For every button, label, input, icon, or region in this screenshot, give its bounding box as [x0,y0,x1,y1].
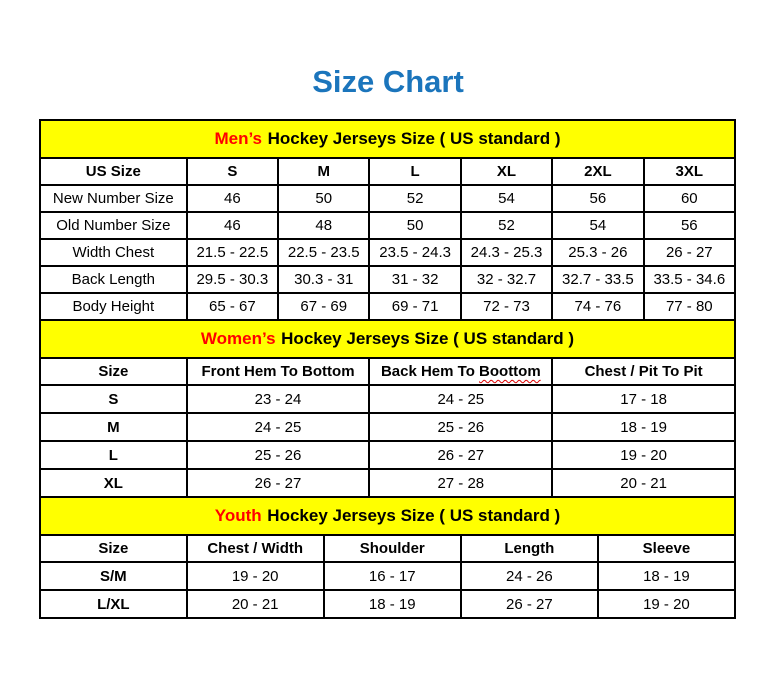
table-row [40,385,735,413]
column-header: L [369,158,460,185]
size-value-cell: 50 [369,212,460,239]
womens-column-header-row [40,358,735,385]
size-value-cell: 25 - 26 [187,441,370,469]
page-title: Size Chart [312,64,464,99]
size-value-cell: 24 - 26 [461,562,598,590]
womens-size-table [39,321,736,498]
size-value-cell: 26 - 27 [187,469,370,497]
size-value-cell: 32 - 32.7 [461,266,552,293]
size-value-cell: 54 [552,212,643,239]
column-header: US Size [40,158,187,185]
column-header: S [187,158,278,185]
size-value-cell: 19 - 20 [552,441,735,469]
row-label: M [40,413,187,441]
size-value-cell: 26 - 27 [369,441,552,469]
mens-size-table [39,119,736,321]
size-chart [39,119,736,619]
column-header: Size [40,535,187,562]
column-header: Size [40,358,187,385]
youth-column-header-row [40,535,735,562]
size-value-cell: 21.5 - 22.5 [187,239,278,266]
row-label: New Number Size [40,185,187,212]
size-value-cell: 20 - 21 [552,469,735,497]
column-header: 2XL [552,158,643,185]
size-value-cell: 56 [552,185,643,212]
size-value-cell: 17 - 18 [552,385,735,413]
size-value-cell: 29.5 - 30.3 [187,266,278,293]
size-value-cell: 27 - 28 [369,469,552,497]
youth-section-highlight: Youth [214,506,262,525]
size-value-cell: 67 - 69 [278,293,369,320]
size-value-cell: 69 - 71 [369,293,460,320]
size-value-cell: 24 - 25 [369,385,552,413]
size-value-cell: 74 - 76 [552,293,643,320]
row-label: Back Length [40,266,187,293]
womens-section-header [40,321,735,358]
column-header: 3XL [644,158,735,185]
size-value-cell: 18 - 19 [598,562,735,590]
mens-section-highlight: Men’s [214,129,262,148]
youth-section-header-row [40,498,735,535]
table-row [40,212,735,239]
table-row [40,441,735,469]
size-value-cell: 24.3 - 25.3 [461,239,552,266]
size-value-cell: 25 - 26 [369,413,552,441]
size-value-cell: 32.7 - 33.5 [552,266,643,293]
size-value-cell: 65 - 67 [187,293,278,320]
size-value-cell: 46 [187,185,278,212]
column-header-text: Back Hem To [380,363,475,380]
size-value-cell: 50 [278,185,369,212]
column-header [369,358,552,385]
size-value-cell: 77 - 80 [644,293,735,320]
size-value-cell: 33.5 - 34.6 [644,266,735,293]
column-header: XL [461,158,552,185]
size-value-cell: 46 [187,212,278,239]
column-header: Shoulder [324,535,461,562]
table-row [40,266,735,293]
column-header: M [278,158,369,185]
size-value-cell: 19 - 20 [598,590,735,618]
row-label: S/M [40,562,187,590]
table-row [40,469,735,497]
row-label: Body Height [40,293,187,320]
mens-column-header-row [40,158,735,185]
size-value-cell: 23.5 - 24.3 [369,239,460,266]
size-value-cell: 26 - 27 [461,590,598,618]
size-value-cell: 60 [644,185,735,212]
size-value-cell: 48 [278,212,369,239]
row-label: L [40,441,187,469]
youth-size-table [39,498,736,619]
table-row [40,293,735,320]
row-label: Old Number Size [40,212,187,239]
row-label: XL [40,469,187,497]
column-header: Chest / Pit To Pit [552,358,735,385]
size-value-cell: 18 - 19 [324,590,461,618]
size-value-cell: 26 - 27 [644,239,735,266]
size-value-cell: 52 [369,185,460,212]
row-label: L/XL [40,590,187,618]
table-row [40,185,735,212]
column-header: Length [461,535,598,562]
size-value-cell: 56 [644,212,735,239]
womens-section-highlight: Women’s [200,329,276,348]
column-header: Sleeve [598,535,735,562]
youth-section-header [40,498,735,535]
size-value-cell: 19 - 20 [187,562,324,590]
size-value-cell: 54 [461,185,552,212]
size-value-cell: 20 - 21 [187,590,324,618]
table-row [40,590,735,618]
size-value-cell: 18 - 19 [552,413,735,441]
table-row [40,562,735,590]
mens-section-header-row [40,120,735,158]
column-header: Chest / Width [187,535,324,562]
womens-section-title: Hockey Jerseys Size ( US standard ) [281,329,575,348]
size-value-cell: 25.3 - 26 [552,239,643,266]
mens-section-header [40,120,735,158]
size-value-cell: 72 - 73 [461,293,552,320]
row-label: Width Chest [40,239,187,266]
size-value-cell: 22.5 - 23.5 [278,239,369,266]
size-value-cell: 23 - 24 [187,385,370,413]
youth-section-title: Hockey Jerseys Size ( US standard ) [267,506,561,525]
womens-section-header-row [40,321,735,358]
size-value-cell: 52 [461,212,552,239]
size-value-cell: 24 - 25 [187,413,370,441]
misspelled-word: Boottom [479,363,541,380]
size-value-cell: 16 - 17 [324,562,461,590]
row-label: S [40,385,187,413]
size-value-cell: 31 - 32 [369,266,460,293]
table-row [40,413,735,441]
size-value-cell: 30.3 - 31 [278,266,369,293]
mens-section-title: Hockey Jerseys Size ( US standard ) [267,129,561,148]
table-row [40,239,735,266]
column-header: Front Hem To Bottom [187,358,370,385]
